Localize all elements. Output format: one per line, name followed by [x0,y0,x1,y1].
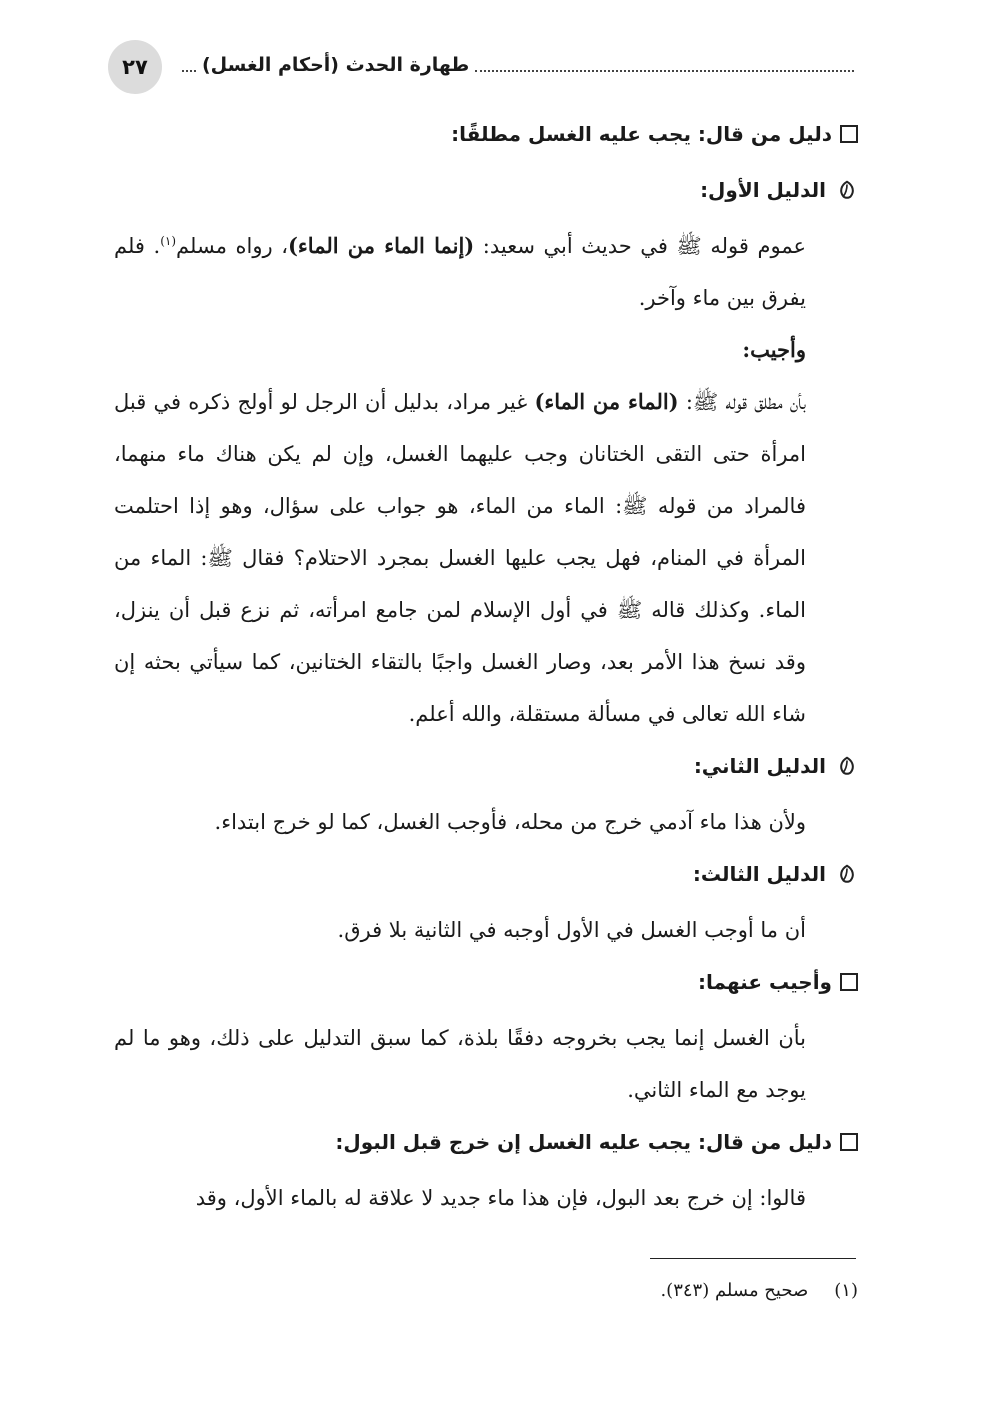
body-text [114,108,858,1224]
evidence-heading-text: الدليل الأول: [700,178,826,202]
footnote-rule [650,1258,856,1259]
section-heading-text: وأجيب عنهما: [698,970,832,994]
footnote [660,1276,858,1306]
text-run: بأن مطلق قوله ﷺ: [678,390,806,414]
hadith-quote: (الماء من الماء) [534,389,679,414]
paragraph [114,376,858,740]
evidence-heading [114,740,858,796]
text-run: غير مراد، بدليل أن الرجل لو أولج ذكره في قبل امرأة حتى التقى الختانان وجب عليهما الغسل، وإن لم يكن هناك ماء منهما، فالمراد من قوله ﷺ: الماء من الماء، هو جواب على سؤال، وهو إذا احتلمت المرأة في المنام، فهل يجب عليها الغسل بمجرد الاحتلام؟ فقال ﷺ: الماء من الماء. وكذلك قاله ﷺ في أول الإسلام لمن جامع امرأته، ثم نزع قبل أن ينزل، وقد نسخ هذا الأمر بعد، وصار الغسل واجبًا بالتقاء الختانين، كما سيأتي بحثه إن شاء الله تعالى في مسألة مستقلة، والله أعلم. [114,390,806,726]
section-heading [114,108,858,164]
paragraph: ولأن هذا ماء آدمي خرج من محله، فأوجب الغسل، كما لو خرج ابتداء. [214,810,806,834]
leader-dots-right [182,58,196,72]
square-bullet-icon [840,1133,858,1151]
leaf-bullet-icon [836,863,858,885]
reply-heading: وأجيب: [742,337,806,362]
section-heading-text: دليل من قال: يجب عليه الغسل إن خرج قبل البول: [335,1130,832,1154]
page-header [108,40,860,100]
leaf-bullet-icon [836,755,858,777]
square-bullet-icon [840,125,858,143]
leader-dots-left [475,58,854,72]
hadith-quote: (إنما الماء من الماء) [288,233,475,258]
leaf-bullet-icon [836,179,858,201]
running-head [176,54,860,76]
page-number-badge: ٢٧ [108,40,162,94]
text-run: ، رواه مسلم [176,234,288,258]
running-title: طهارة الحدث (أحكام الغسل) [202,54,470,76]
text-run: عموم قوله ﷺ في حديث أبي سعيد: [474,234,806,258]
paragraph [114,220,858,324]
text-run: . فلم يفرق بين ماء وآخر. [114,234,806,310]
paragraph: أن ما أوجب الغسل في الأول أوجبه في الثانية بلا فرق. [337,918,806,942]
section-heading [114,1116,858,1172]
paragraph: بأن الغسل إنما يجب بخروجه دفقًا بلذة، كما سبق التدليل على ذلك، وهو ما لم يوجد مع الماء الثاني. [114,1026,806,1102]
footnote-marker: (١) [834,1280,858,1301]
square-bullet-icon [840,973,858,991]
evidence-heading-text: الدليل الثاني: [693,754,826,778]
section-heading [114,956,858,1012]
evidence-heading-text: الدليل الثالث: [692,862,826,886]
footnote-ref[interactable]: (١) [160,234,177,248]
section-heading-text: دليل من قال: يجب عليه الغسل مطلقًا: [451,122,832,146]
evidence-heading [114,164,858,220]
footnote-text: صحيح مسلم (٣٤٣). [660,1280,809,1301]
evidence-heading [114,848,858,904]
paragraph: قالوا: إن خرج بعد البول، فإن هذا ماء جديد لا علاقة له بالماء الأول، وقد [195,1186,806,1210]
